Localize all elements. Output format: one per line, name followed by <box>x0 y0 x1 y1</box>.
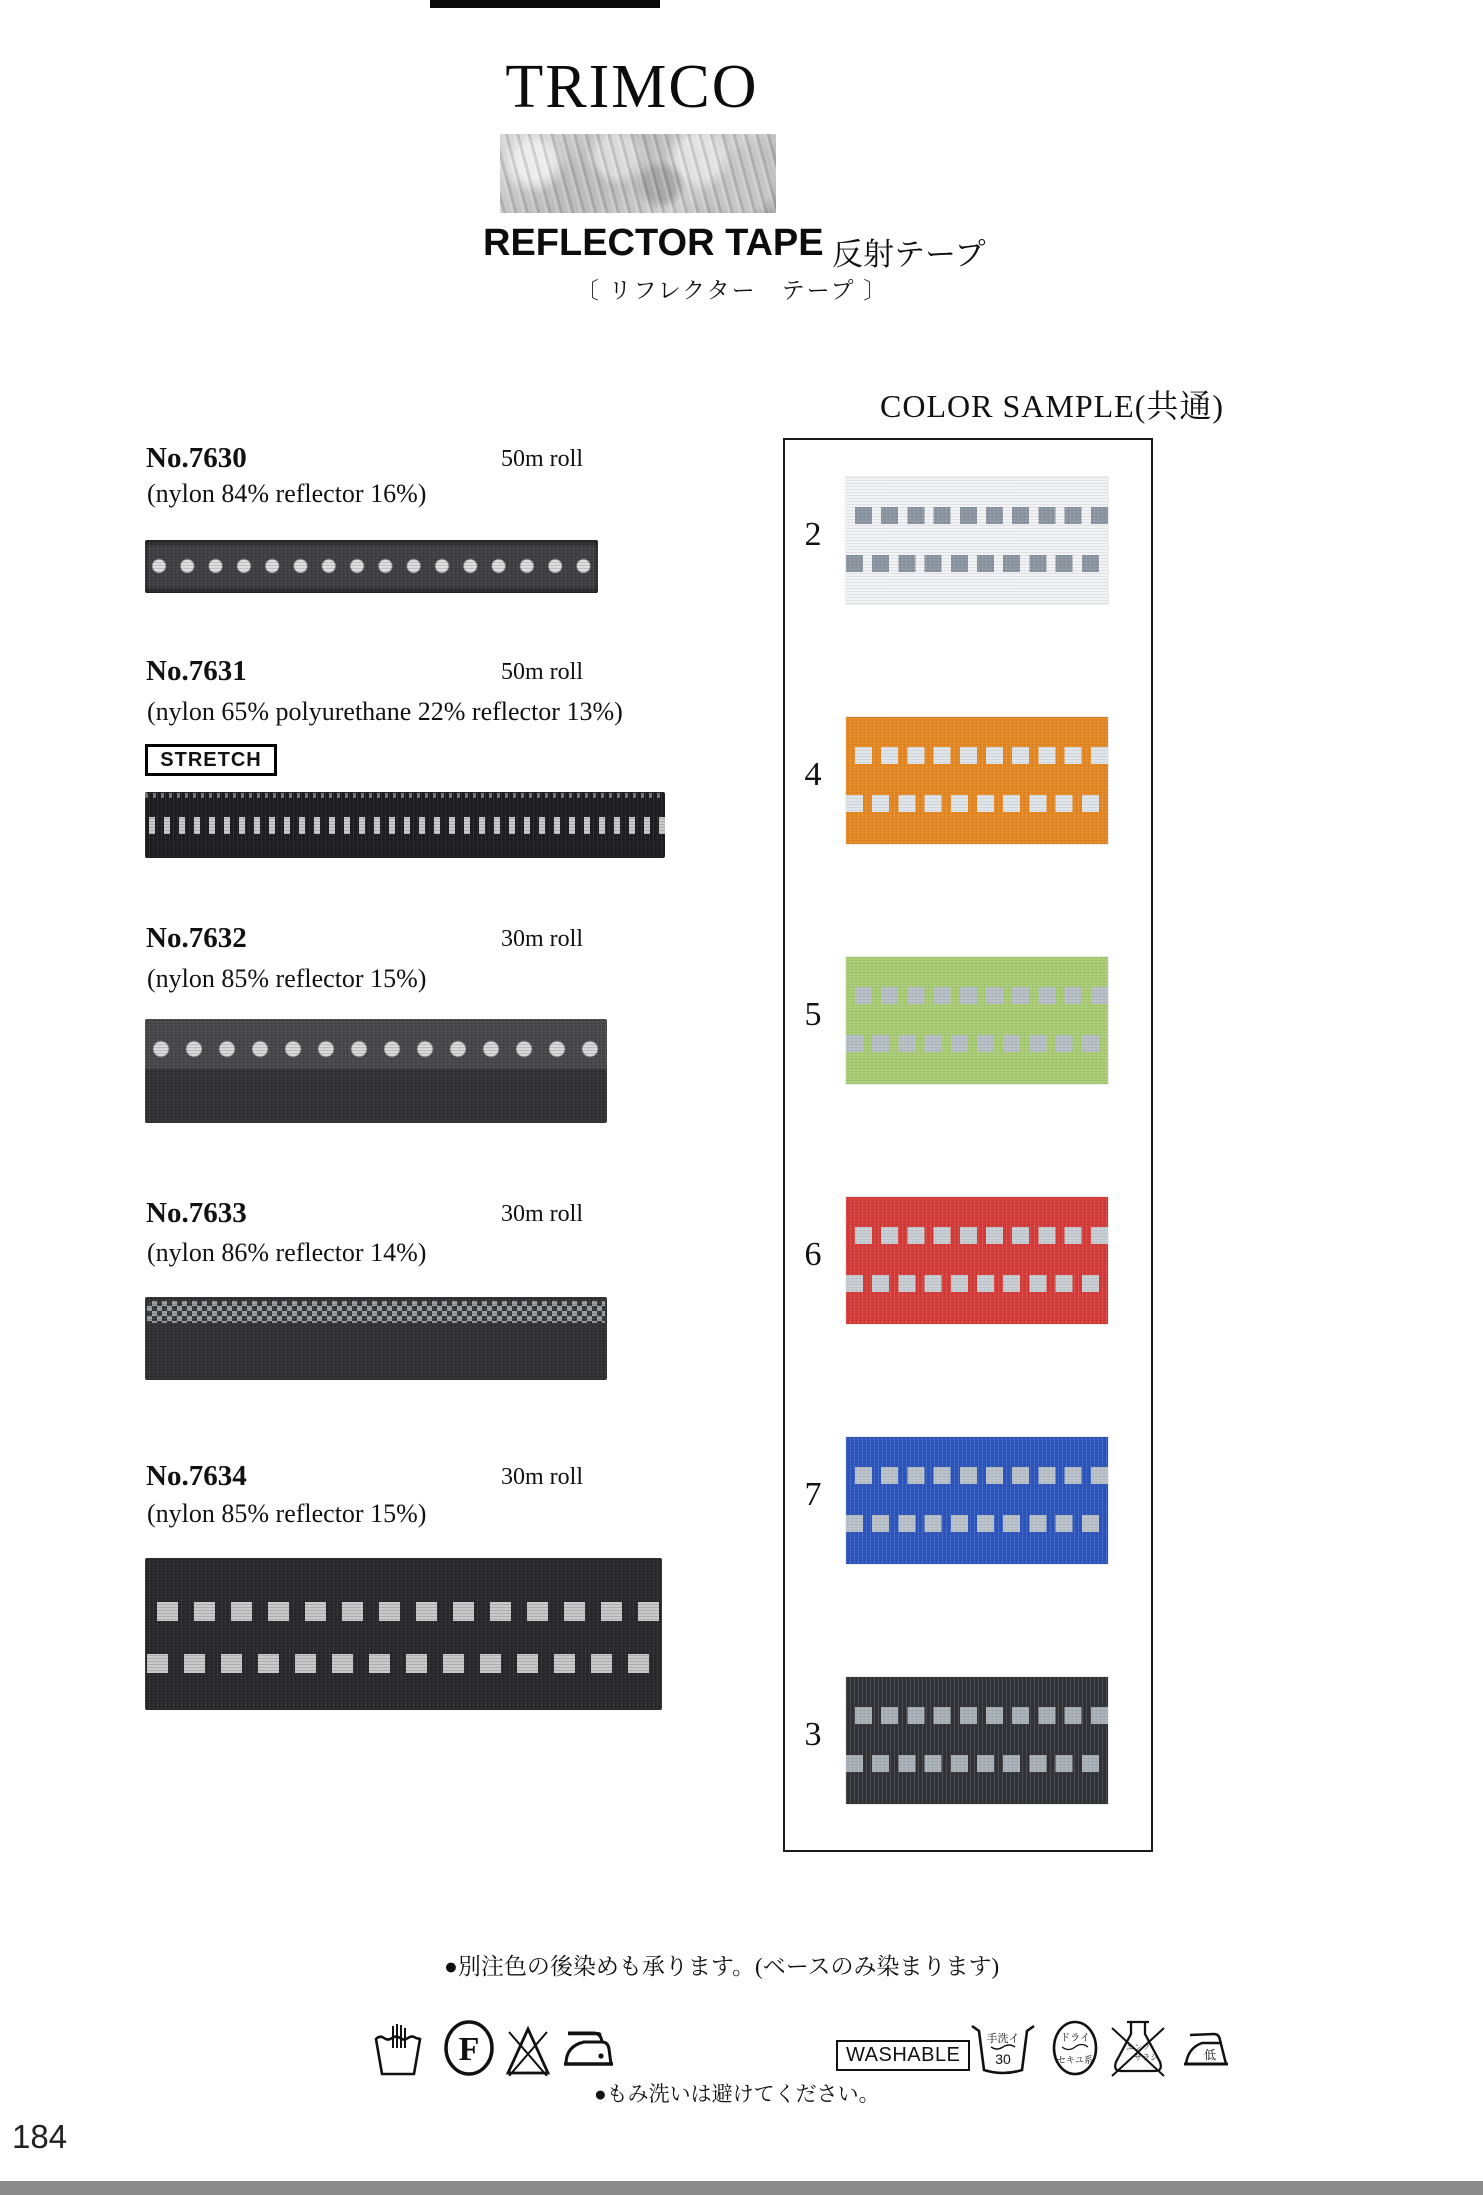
iron-low-label: 低 <box>1203 2048 1217 2062</box>
color-sample-number: 6 <box>804 1236 822 1273</box>
color-sample-number: 3 <box>804 1716 822 1753</box>
product-composition: (nylon 86% reflector 14%) <box>147 1238 427 1267</box>
circle-f-icon <box>443 2020 495 2076</box>
product-number: No.7631 <box>146 655 247 687</box>
product-roll-length: 50m roll <box>501 659 583 685</box>
color-sample-heading: COLOR SAMPLE(共通) <box>880 388 1225 424</box>
product-tape-photo-7632 <box>145 1019 607 1123</box>
color-sample-tape <box>846 957 1108 1084</box>
product-number: No.7632 <box>146 922 247 954</box>
page-title-en: REFLECTOR TAPE <box>483 222 824 264</box>
trim-decorative-photo <box>500 134 776 213</box>
product-composition: (nylon 85% reflector 15%) <box>147 964 427 993</box>
product-composition: (nylon 85% reflector 15%) <box>147 1499 427 1528</box>
product-tape-photo-7634 <box>145 1558 662 1710</box>
stretch-badge: STRETCH <box>145 744 277 776</box>
product-roll-length: 30m roll <box>501 1201 583 1227</box>
color-sample-tape <box>846 717 1108 844</box>
color-sample-tape <box>846 477 1108 604</box>
product-number: No.7633 <box>146 1197 247 1229</box>
circle-f-letter: F <box>458 2031 480 2068</box>
handwash-icon <box>374 2022 422 2076</box>
wash-note: ●もみ洗いは避けてください。 <box>594 2082 880 2106</box>
dye-note: ●別注色の後染めも承ります。(ベースのみ染まります) <box>444 1954 1000 1979</box>
no-chlorine-label-top: エンソ <box>1126 2043 1150 2052</box>
no-bleach-icon <box>505 2024 551 2076</box>
product-composition: (nylon 84% reflector 16%) <box>147 479 427 508</box>
dry-clean-label-bottom: セキユ系 <box>1056 2055 1094 2065</box>
color-sample-tape <box>846 1677 1108 1804</box>
washable-badge: WASHABLE <box>836 2040 970 2071</box>
handwash-30-icon <box>970 2020 1036 2076</box>
handwash-30-temp: 30 <box>995 2051 1011 2067</box>
no-chlorine-label-bottom: サラシ <box>1134 2053 1158 2062</box>
color-sample-number: 4 <box>804 756 822 793</box>
dry-clean-label-top: ドライ <box>1060 2033 1090 2044</box>
handwash-30-label: 手洗イ <box>986 2033 1020 2045</box>
dry-clean-icon <box>1051 2019 1099 2077</box>
product-number: No.7634 <box>146 1460 247 1492</box>
color-sample-tape <box>846 1197 1108 1324</box>
color-sample-number: 5 <box>804 996 822 1033</box>
product-number: No.7630 <box>146 442 247 474</box>
product-roll-length: 30m roll <box>501 926 583 952</box>
color-sample-box <box>783 438 1153 1852</box>
brand-logo: TRIMCO <box>505 53 759 121</box>
iron-low-icon <box>1182 2026 1236 2074</box>
color-sample-number: 7 <box>804 1476 822 1513</box>
footer-bar <box>0 2181 1483 2195</box>
page-number: 184 <box>12 2118 68 2155</box>
no-chlorine-bleach-icon <box>1108 2018 1168 2078</box>
top-crop-bar <box>430 0 660 8</box>
product-tape-photo-7633 <box>145 1297 607 1380</box>
page-subtitle: 〔 リフレクター テープ 〕 <box>575 278 889 303</box>
iron-icon <box>560 2022 622 2074</box>
product-tape-photo-7631 <box>145 792 665 858</box>
page-title-ja: 反射テープ <box>832 237 986 272</box>
product-composition: (nylon 65% polyurethane 22% reflector 13%) <box>147 697 623 726</box>
product-tape-photo-7630 <box>145 540 598 593</box>
product-roll-length: 50m roll <box>501 446 583 472</box>
color-sample-tape <box>846 1437 1108 1564</box>
color-sample-number: 2 <box>804 516 822 553</box>
tape-checker-band <box>147 1301 605 1323</box>
product-roll-length: 30m roll <box>501 1464 583 1490</box>
